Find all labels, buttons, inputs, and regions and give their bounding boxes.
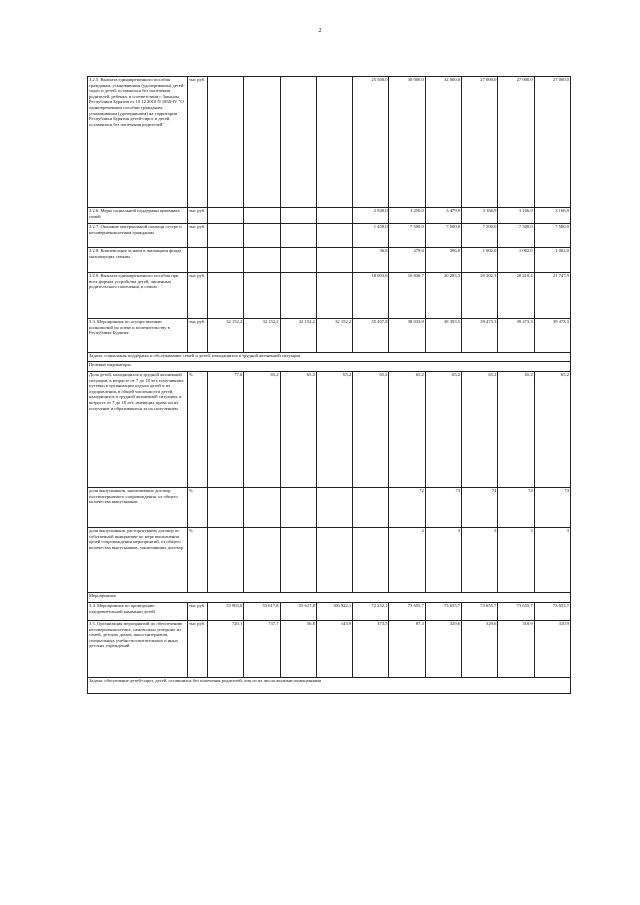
value-cell: 32 152,2 xyxy=(280,319,316,353)
value-cell: 74 xyxy=(462,488,498,528)
table-row xyxy=(88,528,571,593)
section-row xyxy=(88,362,571,372)
row-unit: % xyxy=(188,488,208,528)
row-name: Доля детей, находящихся в трудной жизненной ситуации, в возрасте от 7 до 18 лет, получивших путевки в организации отдыха детей и их оздоровления, в общей численности детей, находящихся в трудной жизненной ситуации, в возрасте от 7 до 18 лет, имеющих право на их получение и обратившихся за их получением xyxy=(88,372,188,488)
value-cell: 39 473,3 xyxy=(462,319,498,353)
section-row xyxy=(88,678,571,694)
value-cell: 720,1 xyxy=(208,621,244,678)
value-cell: 73 655,7 xyxy=(534,603,570,621)
value-cell: 3 166,9 xyxy=(534,208,570,224)
section-title: Мероприятия xyxy=(88,593,571,603)
value-cell xyxy=(280,488,316,528)
table-row xyxy=(88,224,571,248)
value-cell xyxy=(280,208,316,224)
value-cell: 73 655,7 xyxy=(498,603,534,621)
value-cell xyxy=(316,528,352,593)
row-unit: тыс руб. xyxy=(188,208,208,224)
value-cell: 16 830,7 xyxy=(389,273,425,319)
value-cell xyxy=(280,224,316,248)
row-name: 3.2.6. Меры социальной поддержки приемных семей xyxy=(88,208,188,224)
value-cell: 737,7 xyxy=(244,621,280,678)
value-cell: 20 210,4 xyxy=(498,273,534,319)
value-cell: 65,2 xyxy=(316,372,352,488)
value-cell: 77,6 xyxy=(208,372,244,488)
row-unit: % xyxy=(188,528,208,593)
value-cell: 73 655,7 xyxy=(425,603,461,621)
value-cell: 65,2 xyxy=(389,372,425,488)
value-cell xyxy=(244,488,280,528)
row-name: доля выпускников, расторгнувших договор по собственной инициативе по мере выполнения целей сопровождения мероприятий, от общего количества выпускников, заключивших договор xyxy=(88,528,188,593)
value-cell: 27 000,0 xyxy=(534,77,570,208)
value-cell xyxy=(208,224,244,248)
row-unit: тыс руб. xyxy=(188,319,208,353)
value-cell: 65,2 xyxy=(244,372,280,488)
value-cell: 25 500,0 xyxy=(353,77,389,208)
value-cell: 55 617,8 xyxy=(244,603,280,621)
value-cell xyxy=(208,208,244,224)
value-cell: 20 302,3 xyxy=(462,273,498,319)
value-cell xyxy=(316,248,352,273)
program-table-body xyxy=(88,77,571,694)
row-unit: тыс руб. xyxy=(188,77,208,208)
value-cell xyxy=(244,528,280,593)
value-cell: 3 xyxy=(498,528,534,593)
row-name: 3.2.7. Оказание материальной помощи сестре и несовершеннолетним гражданам xyxy=(88,224,188,248)
value-cell: 7 500,0 xyxy=(389,224,425,248)
value-cell: 20 283,3 xyxy=(425,273,461,319)
row-name: 3.3. Мероприятия по осуществлению полномочий по опеке и попечительству в Республике Бурятия xyxy=(88,319,188,353)
value-cell xyxy=(208,273,244,319)
value-cell xyxy=(316,224,352,248)
value-cell: 310,9 xyxy=(498,621,534,678)
value-cell: 39 473,3 xyxy=(498,319,534,353)
table-row xyxy=(88,77,571,208)
value-cell: 27 000,0 xyxy=(462,77,498,208)
value-cell: 74 xyxy=(498,488,534,528)
value-cell xyxy=(208,488,244,528)
value-cell: 30 000,0 xyxy=(389,77,425,208)
value-cell xyxy=(316,488,352,528)
value-cell: 329,6 xyxy=(425,621,461,678)
value-cell xyxy=(244,77,280,208)
value-cell: 38 033,8 xyxy=(389,319,425,353)
value-cell: 143,9 xyxy=(316,621,352,678)
value-cell: 32 152,2 xyxy=(244,319,280,353)
value-cell: 3 166,9 xyxy=(498,208,534,224)
value-cell xyxy=(208,248,244,273)
value-cell xyxy=(316,208,352,224)
value-cell xyxy=(353,488,389,528)
value-cell: 36,0 xyxy=(353,248,389,273)
table-row xyxy=(88,319,571,353)
value-cell: 65,2 xyxy=(534,372,570,488)
value-cell: 2 940,0 xyxy=(353,208,389,224)
value-cell xyxy=(280,248,316,273)
value-cell xyxy=(316,77,352,208)
value-cell xyxy=(280,273,316,319)
row-unit: тыс руб. xyxy=(188,603,208,621)
section-title: Целевые индикаторы xyxy=(88,362,571,372)
value-cell: 373,5 xyxy=(353,621,389,678)
value-cell: 7 500,0 xyxy=(534,224,570,248)
table-row xyxy=(88,372,571,488)
value-cell: 1 002,0 xyxy=(462,248,498,273)
value-cell: 73 655,7 xyxy=(389,603,425,621)
value-cell: 65,2 xyxy=(353,372,389,488)
value-cell: 56,8 xyxy=(280,621,316,678)
value-cell xyxy=(208,77,244,208)
value-cell: 3 166,9 xyxy=(462,208,498,224)
value-cell: 74 xyxy=(534,488,570,528)
value-cell: 35 407,8 xyxy=(353,319,389,353)
value-cell: 18 003,6 xyxy=(353,273,389,319)
value-cell: 73 655,7 xyxy=(462,603,498,621)
row-unit: % xyxy=(188,372,208,488)
value-cell: 65,2 xyxy=(425,372,461,488)
value-cell: 396,0 xyxy=(425,248,461,273)
section-row xyxy=(88,353,571,362)
row-name: 3.2.5. Выплата единовременного пособия гражданам, усыновившим (удочерившим) детей-сирот и детей, оставшихся без попечения родителей, ребенка, в соответствии с Законом Республики Бурятия от 10.12.2010 N 1830-IV "О единовременном пособии гражданам, усыновившим (удочерившим) на территории Республики Бурятия детей-сирот и детей, оставшихся без попечения родителей" xyxy=(88,77,188,208)
value-cell: 72 252,1 xyxy=(353,603,389,621)
table-row xyxy=(88,208,571,224)
value-cell: 1 450,0 xyxy=(353,224,389,248)
section-row xyxy=(88,593,571,603)
value-cell: 32 000,0 xyxy=(425,77,461,208)
row-name: 3.4. Мероприятия по проведению оздоровительной кампании детей xyxy=(88,603,188,621)
value-cell: 72 xyxy=(389,488,425,528)
value-cell: 65,2 xyxy=(498,372,534,488)
value-cell: 73 xyxy=(425,488,461,528)
row-name: 3.2.8. Компенсация за наем в жилищном фонде малоимущих семьям xyxy=(88,248,188,273)
value-cell: 7 500,0 xyxy=(498,224,534,248)
table-row xyxy=(88,488,571,528)
value-cell: 1 002,0 xyxy=(498,248,534,273)
value-cell xyxy=(316,273,352,319)
value-cell: 21 747,9 xyxy=(534,273,570,319)
value-cell: 106 922,1 xyxy=(316,603,352,621)
value-cell: 39 473,3 xyxy=(534,319,570,353)
section-title: Задача: социальная поддержка и обслуживание семей и детей, находящихся в трудной жизненной ситуации xyxy=(88,353,571,362)
row-unit: тыс руб. xyxy=(188,273,208,319)
value-cell: 310,9 xyxy=(534,621,570,678)
table-row xyxy=(88,248,571,273)
value-cell: 1 002,0 xyxy=(534,248,570,273)
value-cell: 279,0 xyxy=(389,248,425,273)
row-name: 3.5. Организация мероприятий по обеспечению несовершеннолетних, самовольно ушедших из семей, детских домов, школ-интернатов, специальных учебно-воспитательных и иных детских учреждений xyxy=(88,621,188,678)
value-cell xyxy=(244,248,280,273)
section-title: Задача: обеспечение детей-сирот, детей, оставшихся без попечения родителей, лиц из их числа жилыми помещениями xyxy=(88,678,571,694)
value-cell: 329,6 xyxy=(462,621,498,678)
value-cell: 55 617,8 xyxy=(280,603,316,621)
value-cell: 3 250,0 xyxy=(389,208,425,224)
value-cell: 32 152,2 xyxy=(316,319,352,353)
value-cell xyxy=(280,528,316,593)
value-cell xyxy=(244,208,280,224)
table-row xyxy=(88,603,571,621)
page-number: 2 xyxy=(318,28,322,34)
value-cell xyxy=(244,273,280,319)
value-cell xyxy=(208,528,244,593)
value-cell xyxy=(244,224,280,248)
value-cell: 3 xyxy=(534,528,570,593)
table-row xyxy=(88,273,571,319)
program-table xyxy=(87,76,571,694)
value-cell: 65,2 xyxy=(462,372,498,488)
value-cell: 2 xyxy=(389,528,425,593)
value-cell: 38 393,5 xyxy=(425,319,461,353)
value-cell xyxy=(353,528,389,593)
value-cell: 32 152,2 xyxy=(208,319,244,353)
value-cell: 27 000,0 xyxy=(498,77,534,208)
row-unit xyxy=(188,248,208,273)
row-name: доля выпускников, заключивших договор постинтернатного сопровождения, от общего количества выпускников xyxy=(88,488,188,528)
table-row xyxy=(88,621,571,678)
value-cell: 53 903,0 xyxy=(208,603,244,621)
value-cell: 3 xyxy=(425,528,461,593)
value-cell xyxy=(280,77,316,208)
value-cell: 87,3 xyxy=(389,621,425,678)
row-unit: тыс руб. xyxy=(188,621,208,678)
value-cell: 3 xyxy=(462,528,498,593)
value-cell: 7 500,0 xyxy=(425,224,461,248)
row-name: 3.2.9. Выплата единовременного пособия при всех формах устройства детей, лишенных родительского попечения, в семью xyxy=(88,273,188,319)
row-unit: тыс руб. xyxy=(188,224,208,248)
value-cell: 3 479,9 xyxy=(425,208,461,224)
value-cell: 65,2 xyxy=(280,372,316,488)
value-cell: 7 500,0 xyxy=(462,224,498,248)
